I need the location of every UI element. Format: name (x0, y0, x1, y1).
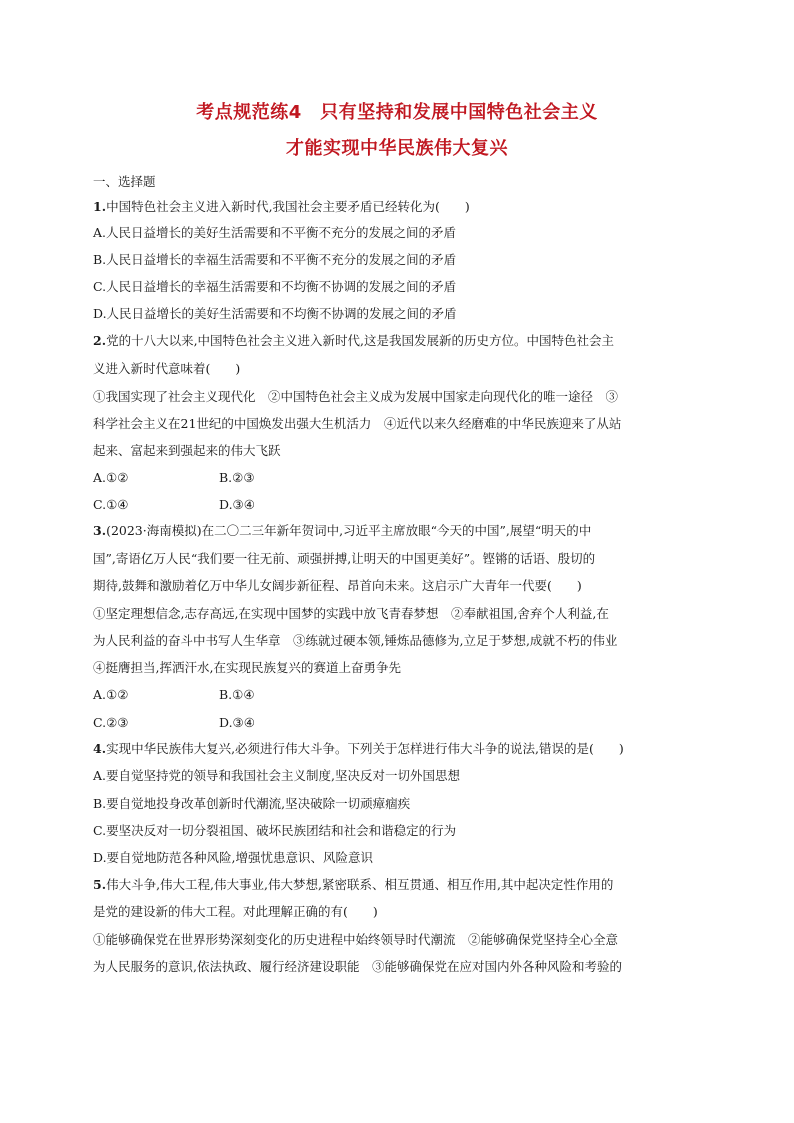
question-number: 4. (93, 741, 107, 756)
question-2-options-row2 (93, 497, 129, 513)
question-3-stem-line2: 国”,寄语亿万人民“我们要一往无前、顽强拼搏,让明天的中国更美好”。铿锵的话语、殷切的 (93, 551, 596, 566)
question-2-stem-line2: 义进入新时代意味着( ) (93, 361, 241, 376)
option-c: C.①④ (93, 497, 129, 512)
question-3-stem-line3: 期待,鼓舞和激励着亿万中华儿女阔步新征程、昂首向未来。这启示广大青年一代要( ) (93, 578, 582, 593)
question-1-stem (93, 199, 470, 215)
question-4-stem (93, 741, 624, 757)
question-text: (2023·海南模拟)在二〇二三年新年贺词中,习近平主席放眼“今天的中国”,展望“明天的中 (106, 523, 592, 538)
question-text: 实现中华民族伟大复兴,必须进行伟大斗争。下列关于怎样进行伟大斗争的说法,错误的是( ) (106, 741, 624, 756)
question-3-statement-line2: 为人民利益的奋斗中书写人生华章 ③练就过硬本领,锤炼品德修为,立足于梦想,成就不朽的伟业 (93, 633, 618, 648)
question-4-option-c: C.要坚决反对一切分裂祖国、破坏民族团结和社会和谐稳定的行为 (93, 823, 457, 838)
question-3-option-b: B.①④ (219, 687, 255, 702)
question-4-option-d: D.要自觉地防范各种风险,增强忧患意识、风险意识 (93, 850, 374, 865)
question-2-statement-line2: 科学社会主义在21世纪的中国焕发出强大生机活力 ④近代以来久经磨难的中华民族迎来了从站 (93, 416, 622, 431)
question-5-statement-line2: 为人民服务的意识,依法执政、履行经济建设职能 ③能够确保党在应对国内外各种风险和考验的 (93, 959, 622, 974)
question-1-option-d: D.人民日益增长的美好生活需要和不均衡不协调的发展之间的矛盾 (93, 306, 457, 321)
question-5-stem-line2: 是党的建设新的伟大工程。对此理解正确的有( ) (93, 904, 378, 919)
question-2-statement-line3: 起来、富起来到强起来的伟大飞跃 (93, 443, 281, 458)
question-number: 3. (93, 523, 107, 538)
question-5-stem-line1 (93, 877, 613, 893)
question-text: 中国特色社会主义进入新时代,我国社会主要矛盾已经转化为( ) (106, 199, 470, 214)
question-3-option-a: A.①② (93, 687, 129, 702)
question-4-option-b: B.要自觉地投身改革创新时代潮流,坚决破除一切顽瘴痼疾 (93, 796, 411, 811)
option-d: D.③④ (219, 497, 255, 512)
question-number: 1. (93, 199, 107, 214)
question-text: 党的十八大以来,中国特色社会主义进入新时代,这是我国发展新的历史方位。中国特色社会主 (106, 333, 615, 348)
question-number: 2. (93, 333, 107, 348)
question-3-option-c: C.②③ (93, 715, 129, 730)
question-3-statement-line3: ④挺膺担当,挥洒汗水,在实现民族复兴的赛道上奋勇争先 (93, 660, 401, 675)
question-3-stem-line1 (93, 523, 591, 539)
question-3-option-d: D.③④ (219, 715, 255, 730)
question-1-option-a: A.人民日益增长的美好生活需要和不平衡不充分的发展之间的矛盾 (93, 225, 457, 240)
question-1-option-c: C.人民日益增长的幸福生活需要和不均衡不协调的发展之间的矛盾 (93, 279, 457, 294)
page-title-line1: 考点规范练4 只有坚持和发展中国特色社会主义 (196, 102, 598, 123)
question-2-statement-line1: ①我国实现了社会主义现代化 ②中国特色社会主义成为发展中国家走向现代化的唯一途径 ③ (93, 389, 619, 404)
question-4-option-a: A.要自觉坚持党的领导和我国社会主义制度,坚决反对一切外国思想 (93, 768, 460, 783)
question-1-option-b: B.人民日益增长的幸福生活需要和不平衡不充分的发展之间的矛盾 (93, 252, 457, 267)
option-b: B.②③ (219, 470, 255, 485)
question-3-statement-line1: ①坚定理想信念,志存高远,在实现中国梦的实践中放飞青春梦想 ②奉献祖国,舍弃个人利益,在 (93, 606, 609, 621)
question-2-options-row1 (93, 470, 128, 486)
page-title-line2: 才能实现中华民族伟大复兴 (286, 138, 508, 159)
section-heading: 一、选择题 (93, 174, 156, 189)
option-a: A.①② (93, 470, 129, 485)
question-2-stem-line1 (93, 333, 614, 349)
question-text: 伟大斗争,伟大工程,伟大事业,伟大梦想,紧密联系、相互贯通、相互作用,其中起决定性作用的 (106, 877, 614, 892)
question-5-statement-line1: ①能够确保党在世界形势深刻变化的历史进程中始终领导时代潮流 ②能够确保党坚持全心全意 (93, 932, 619, 947)
question-number: 5. (93, 877, 107, 892)
